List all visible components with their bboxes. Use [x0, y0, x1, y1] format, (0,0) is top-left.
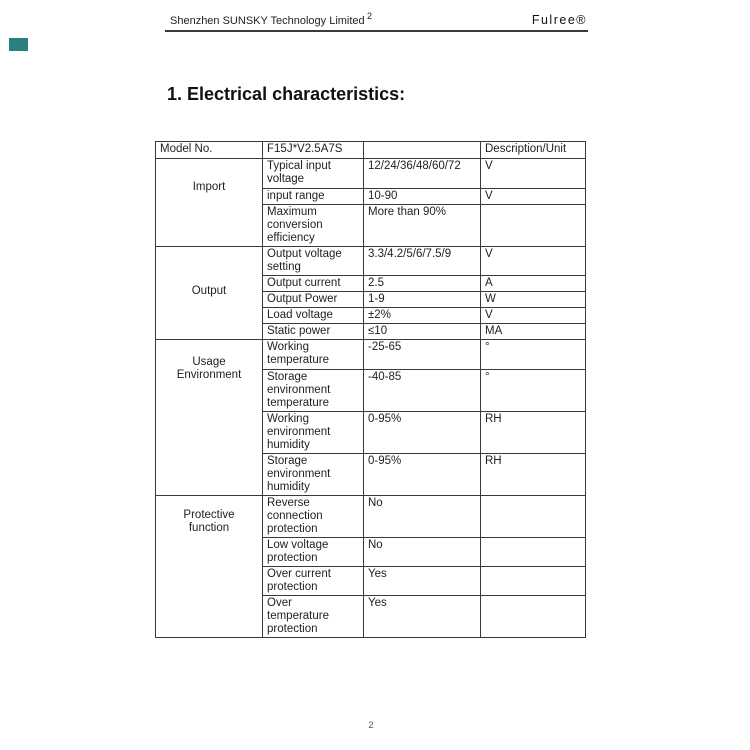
header-cell-description-unit: Description/Unit [481, 142, 586, 159]
table-row [156, 496, 586, 538]
param-cell-output-power: Output Power [263, 292, 364, 308]
unit-cell: MA [481, 324, 586, 340]
table-row [156, 340, 586, 370]
param-cell-over-current-protection: Over current protection [263, 567, 364, 596]
param-cell-output-voltage-setting: Output voltage setting [263, 247, 364, 276]
brand-logo: Fulree® [531, 13, 587, 27]
param-cell-typical-input-voltage: Typical input voltage [263, 159, 364, 189]
unit-cell [481, 496, 586, 538]
unit-cell: V [481, 308, 586, 324]
page-number-footer: 2 [368, 720, 374, 731]
unit-cell: V [481, 189, 586, 205]
spec-table [155, 141, 586, 638]
unit-cell [481, 538, 586, 567]
unit-cell: ° [481, 370, 586, 412]
value-cell: 3.3/4.2/5/6/7.5/9 [364, 247, 481, 276]
param-cell-working-environment-humidity: Working environment humidity [263, 412, 364, 454]
param-cell-reverse-connection-protection: Reverse connection protection [263, 496, 364, 538]
param-cell-low-voltage-protection: Low voltage protection [263, 538, 364, 567]
header-page-superscript: 2 [367, 11, 373, 21]
param-cell-working-temperature: Working temperature [263, 340, 364, 370]
unit-cell: RH [481, 454, 586, 496]
unit-cell [481, 205, 586, 247]
value-cell: Yes [364, 596, 481, 638]
param-cell-load-voltage: Load voltage [263, 308, 364, 324]
value-cell: Yes [364, 567, 481, 596]
group-cell-usage-environment: Usage Environment [156, 340, 263, 496]
group-cell-import: Import [156, 159, 263, 247]
unit-cell: ° [481, 340, 586, 370]
value-cell: ±2% [364, 308, 481, 324]
corner-mark [9, 38, 28, 51]
company-name: Shenzhen SUNSKY Technology Limited [170, 15, 365, 27]
param-cell-input-range: input range [263, 189, 364, 205]
value-cell: 12/24/36/48/60/72 [364, 159, 481, 189]
value-cell: 2.5 [364, 276, 481, 292]
value-cell: 0-95% [364, 412, 481, 454]
unit-cell [481, 567, 586, 596]
value-cell: ≤10 [364, 324, 481, 340]
value-cell: -40-85 [364, 370, 481, 412]
header-cell-model-value: F15J*V2.5A7S [263, 142, 364, 159]
value-cell: 0-95% [364, 454, 481, 496]
table-row [156, 247, 586, 276]
value-cell: More than 90% [364, 205, 481, 247]
value-cell: No [364, 538, 481, 567]
param-cell-static-power: Static power [263, 324, 364, 340]
unit-cell: A [481, 276, 586, 292]
group-cell-output: Output [156, 247, 263, 340]
header-cell-blank [364, 142, 481, 159]
group-cell-protective-function: Protective function [156, 496, 263, 638]
value-cell: No [364, 496, 481, 538]
param-cell-max-conversion-efficiency: Maximum conversion efficiency [263, 205, 364, 247]
value-cell: -25-65 [364, 340, 481, 370]
header-rule [165, 30, 588, 32]
section-title: 1. Electrical characteristics: [167, 84, 406, 104]
unit-cell: V [481, 159, 586, 189]
value-cell: 10-90 [364, 189, 481, 205]
param-cell-over-temperature-protection: Over temperature protection [263, 596, 364, 638]
unit-cell: RH [481, 412, 586, 454]
param-cell-storage-environment-temperature: Storage environment temperature [263, 370, 364, 412]
header-cell-model: Model No. [156, 142, 263, 159]
unit-cell [481, 596, 586, 638]
unit-cell: W [481, 292, 586, 308]
param-cell-storage-environment-humidity: Storage environment humidity [263, 454, 364, 496]
table-row [156, 159, 586, 189]
unit-cell: V [481, 247, 586, 276]
value-cell: 1-9 [364, 292, 481, 308]
param-cell-output-current: Output current [263, 276, 364, 292]
table-header-row [156, 142, 586, 159]
